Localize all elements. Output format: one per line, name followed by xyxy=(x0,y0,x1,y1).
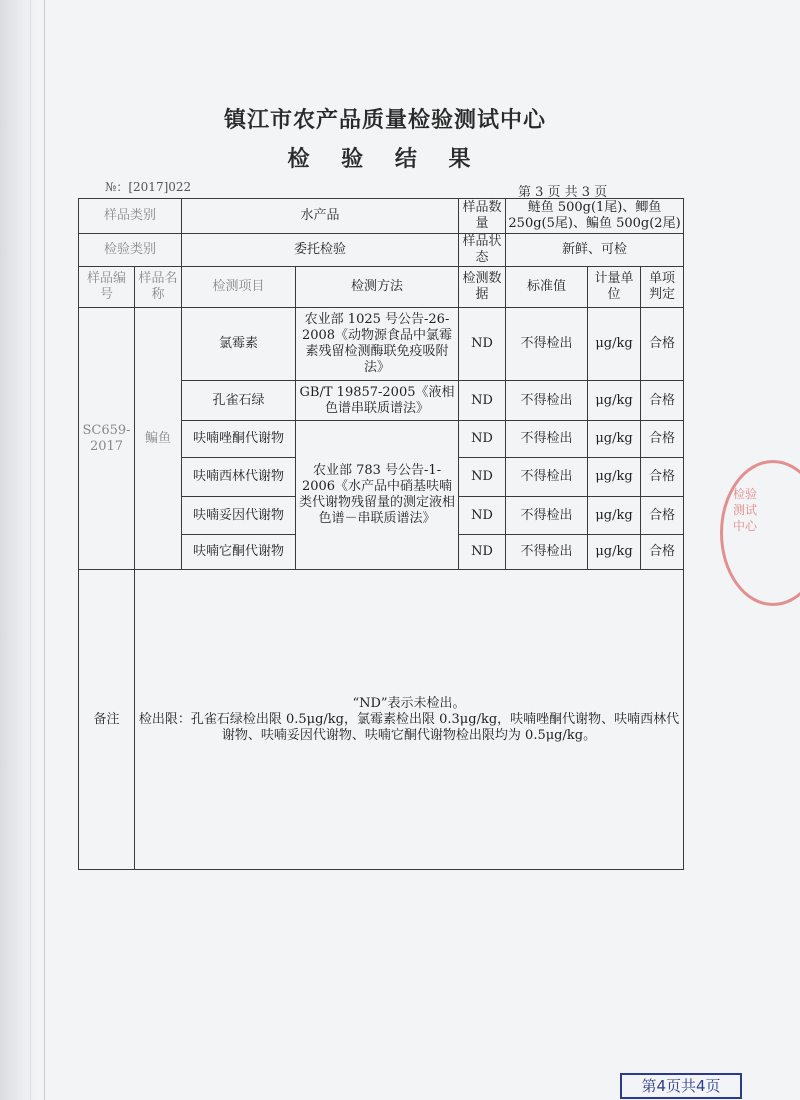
col-header-standard: 标准值 xyxy=(506,267,588,308)
data-cell: ND xyxy=(459,535,506,570)
inspect-type-label: 检验类别 xyxy=(79,234,182,267)
page-info: 第 3 页 共 3 页 xyxy=(518,185,608,200)
col-header-item: 检测项目 xyxy=(182,267,296,308)
judgment-cell: 合格 xyxy=(641,497,684,535)
method-cell: GB/T 19857-2005《液相色谱串联质谱法》 xyxy=(296,381,459,421)
unit-cell: μg/kg xyxy=(588,308,641,381)
data-cell: ND xyxy=(459,308,506,381)
table-row xyxy=(79,199,684,234)
remarks-label: 备注 xyxy=(79,570,135,870)
sample-state-label: 样品状态 xyxy=(459,234,506,267)
organization-title: 镇江市农产品质量检验测试中心 xyxy=(223,108,546,133)
sample-number: SC659-2017 xyxy=(79,308,135,570)
page-number-stamp: 第4页共4页 xyxy=(620,1073,742,1099)
report-number: №：[2017]022 xyxy=(105,180,192,194)
unit-cell: μg/kg xyxy=(588,497,641,535)
shared-method-cell: 农业部 783 号公告-1-2006《水产品中硝基呋喃类代谢物残留量的测定液相色谱－串联质谱法》 xyxy=(296,421,459,570)
item-cell: 氯霉素 xyxy=(182,308,296,381)
remarks-content xyxy=(135,570,684,870)
col-header-data: 检测数据 xyxy=(459,267,506,308)
table-row xyxy=(79,308,684,381)
item-cell: 孔雀石绿 xyxy=(182,381,296,421)
sample-qty-value: 鲢鱼 500g(1尾)、鲫鱼 250g(5尾)、鳊鱼 500g(2尾) xyxy=(506,199,684,234)
standard-cell: 不得检出 xyxy=(506,421,588,458)
standard-cell: 不得检出 xyxy=(506,535,588,570)
data-cell: ND xyxy=(459,421,506,458)
unit-cell: μg/kg xyxy=(588,421,641,458)
unit-cell: μg/kg xyxy=(588,458,641,497)
sample-type-label: 样品类别 xyxy=(79,199,182,234)
col-header-judgment: 单项判定 xyxy=(641,267,684,308)
standard-cell: 不得检出 xyxy=(506,308,588,381)
data-cell: ND xyxy=(459,458,506,497)
table-header-row xyxy=(79,267,684,308)
sample-state-value: 新鲜、可检 xyxy=(506,234,684,267)
table-row xyxy=(79,234,684,267)
data-cell: ND xyxy=(459,381,506,421)
col-header-sample-no: 样品编号 xyxy=(79,267,135,308)
judgment-cell: 合格 xyxy=(641,535,684,570)
judgment-cell: 合格 xyxy=(641,308,684,381)
official-seal-text: 检验测试中心 xyxy=(733,487,758,533)
col-header-method: 检测方法 xyxy=(296,267,459,308)
col-header-sample-name: 样品名称 xyxy=(135,267,182,308)
sample-name: 鳊鱼 xyxy=(135,308,182,570)
item-cell: 呋喃唑酮代谢物 xyxy=(182,421,296,458)
remarks-line-nd: “ND”表示未检出。 xyxy=(352,695,466,711)
sample-type-value: 水产品 xyxy=(182,199,459,234)
judgment-cell: 合格 xyxy=(641,381,684,421)
sample-qty-label: 样品数量 xyxy=(459,199,506,234)
standard-cell: 不得检出 xyxy=(506,381,588,421)
unit-cell: μg/kg xyxy=(588,535,641,570)
item-cell: 呋喃西林代谢物 xyxy=(182,458,296,497)
item-cell: 呋喃妥因代谢物 xyxy=(182,497,296,535)
report-subtitle: 检 验 结 果 xyxy=(287,147,483,172)
judgment-cell: 合格 xyxy=(641,458,684,497)
method-cell: 农业部 1025 号公告-26-2008《动物源食品中氯霉素残留检测酶联免疫吸附法》 xyxy=(296,308,459,381)
inspect-type-value: 委托检验 xyxy=(182,234,459,267)
remarks-line-limits: 检出限：孔雀石绿检出限 0.5μg/kg，氯霉素检出限 0.3μg/kg，呋喃唑酮代谢物、呋喃西林代谢物、呋喃妥因代谢物、呋喃它酮代谢物检出限均为 0.5μg/kg。 xyxy=(138,711,680,743)
data-cell: ND xyxy=(459,497,506,535)
item-cell: 呋喃它酮代谢物 xyxy=(182,535,296,570)
judgment-cell: 合格 xyxy=(641,421,684,458)
results-table xyxy=(78,198,684,870)
standard-cell: 不得检出 xyxy=(506,458,588,497)
col-header-unit: 计量单位 xyxy=(588,267,641,308)
unit-cell: μg/kg xyxy=(588,381,641,421)
remarks-row xyxy=(79,570,684,870)
standard-cell: 不得检出 xyxy=(506,497,588,535)
